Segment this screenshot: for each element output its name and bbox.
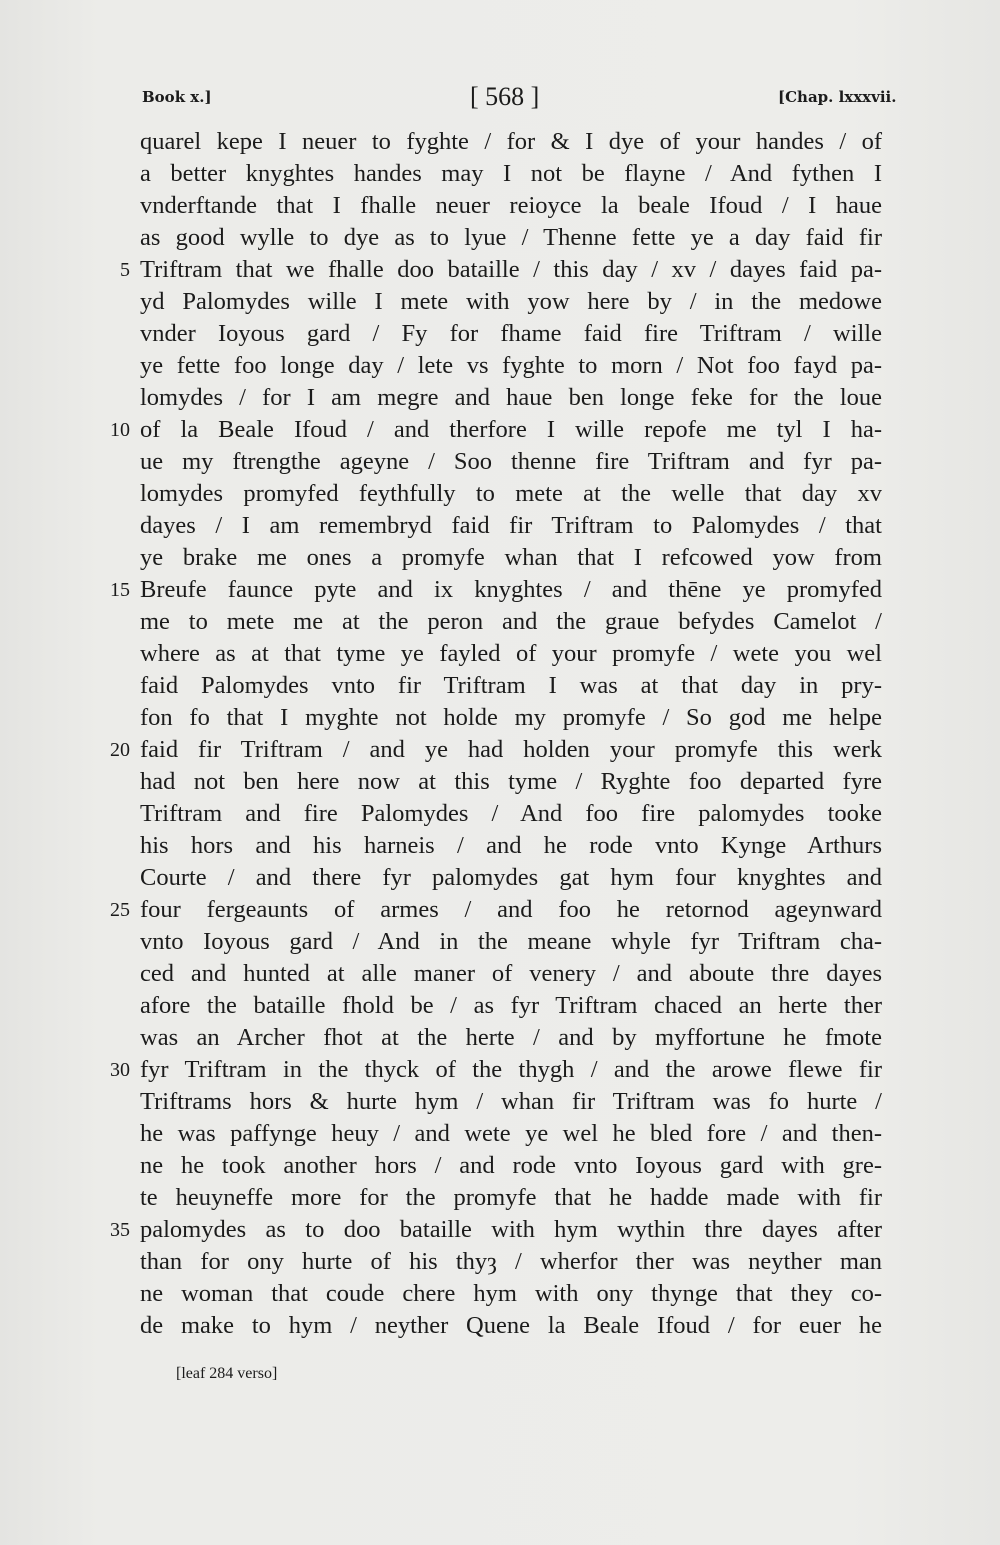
text-line: he was paffynge heuy / and wete ye wel he bled fore / and then- [140,1120,882,1147]
text-line: Breufe faunce pyte and ix knyghtes / and thēne ye promyfed [140,576,882,603]
text-line: ue my ftrengthe ageyne / Soo thenne fire Triftram and fyr pa- [140,448,882,475]
text-line: ye brake me ones a promyfe whan that I refcowed yow from [140,544,882,571]
text-line: Courte / and there fyr palomydes gat hym four knyghtes and [140,864,882,891]
text-line: fon fo that I myghte not holde my promyfe / So god me helpe [140,704,882,731]
text-line: palomydes as to doo bataille with hym wythin thre dayes after [140,1216,882,1243]
chapter-label: [Chap. lxxxvii. [778,88,897,106]
text-line: Triftram and fire Palomydes / And foo fire palomydes tooke [140,800,882,827]
line-number: 20 [110,739,130,761]
line-number: 5 [120,259,130,281]
text-line: me to mete me at the peron and the graue befydes Camelot / [140,608,882,635]
line-number: 25 [110,899,130,921]
text-line: as good wylle to dye as to lyue / Thenne fette ye a day faid fir [140,224,882,251]
text-line: fyr Triftram in the thyck of the thygh / and the arowe flewe fir [140,1056,882,1083]
text-line: ne he took another hors / and rode vnto Ioyous gard with gre- [140,1152,882,1179]
page-number: [ 568 ] [470,82,540,111]
text-line: lomydes promyfed feythfully to mete at the welle that day xv [140,480,882,507]
text-line: quarel kepe I neuer to fyghte / for & I dye of your handes / of [140,128,882,155]
leaf-note: [leaf 284 verso] [176,1365,278,1382]
text-line: afore the bataille fhold be / as fyr Triftram chaced an herte ther [140,992,882,1019]
text-line: lomydes / for I am megre and haue ben longe feke for the loue [140,384,882,411]
text-line: a better knyghtes handes may I not be flayne / And fythen I [140,160,882,187]
text-line: ced and hunted at alle maner of venery / and aboute thre dayes [140,960,882,987]
text-line: te heuyneffe more for the promyfe that he hadde made with fir [140,1184,882,1211]
line-number: 35 [110,1219,130,1241]
text-line: Triftram that we fhalle doo bataille / this day / xv / dayes faid pa- [140,256,882,283]
line-number: 10 [110,419,130,441]
text-line: yd Palomydes wille I mete with yow here by / in the medowe [140,288,882,315]
text-line: faid Palomydes vnto fir Triftram I was at that day in pry- [140,672,882,699]
text-line: vnder Ioyous gard / Fy for fhame faid fire Triftram / wille [140,320,882,347]
text-line: dayes / I am remembryd faid fir Triftram to Palomydes / that [140,512,882,539]
text-line: ne woman that coude chere hym with ony thynge that they co- [140,1280,882,1307]
text-line: than for ony hurte of his thyȝ / wherfor ther was neyther man [140,1248,882,1275]
text-line: his hors and his harneis / and he rode vnto Kynge Arthurs [140,832,882,859]
text-line: had not ben here now at this tyme / Ryghte foo departed fyre [140,768,882,795]
book-label: Book x.] [142,88,212,106]
line-number: 15 [110,579,130,601]
text-line: faid fir Triftram / and ye had holden your promyfe this werk [140,736,882,763]
text-line: four fergeaunts of armes / and foo he retornod ageynward [140,896,882,923]
running-head [0,82,1000,122]
line-number: 30 [110,1059,130,1081]
text-line: Triftrams hors & hurte hym / whan fir Triftram was fo hurte / [140,1088,882,1115]
text-line: vnto Ioyous gard / And in the meane whyle fyr Triftram cha- [140,928,882,955]
text-line: was an Archer fhot at the herte / and by myffortune he fmote [140,1024,882,1051]
text-line: where as at that tyme ye fayled of your promyfe / wete you wel [140,640,882,667]
text-line: of la Beale Ifoud / and therfore I wille repofe me tyl I ha- [140,416,882,443]
text-line: ye fette foo longe day / lete vs fyghte to morn / Not foo fayd pa- [140,352,882,379]
text-line: de make to hym / neyther Quene la Beale Ifoud / for euer he [140,1312,882,1339]
text-line: vnderftande that I fhalle neuer reioyce la beale Ifoud / I haue [140,192,882,219]
